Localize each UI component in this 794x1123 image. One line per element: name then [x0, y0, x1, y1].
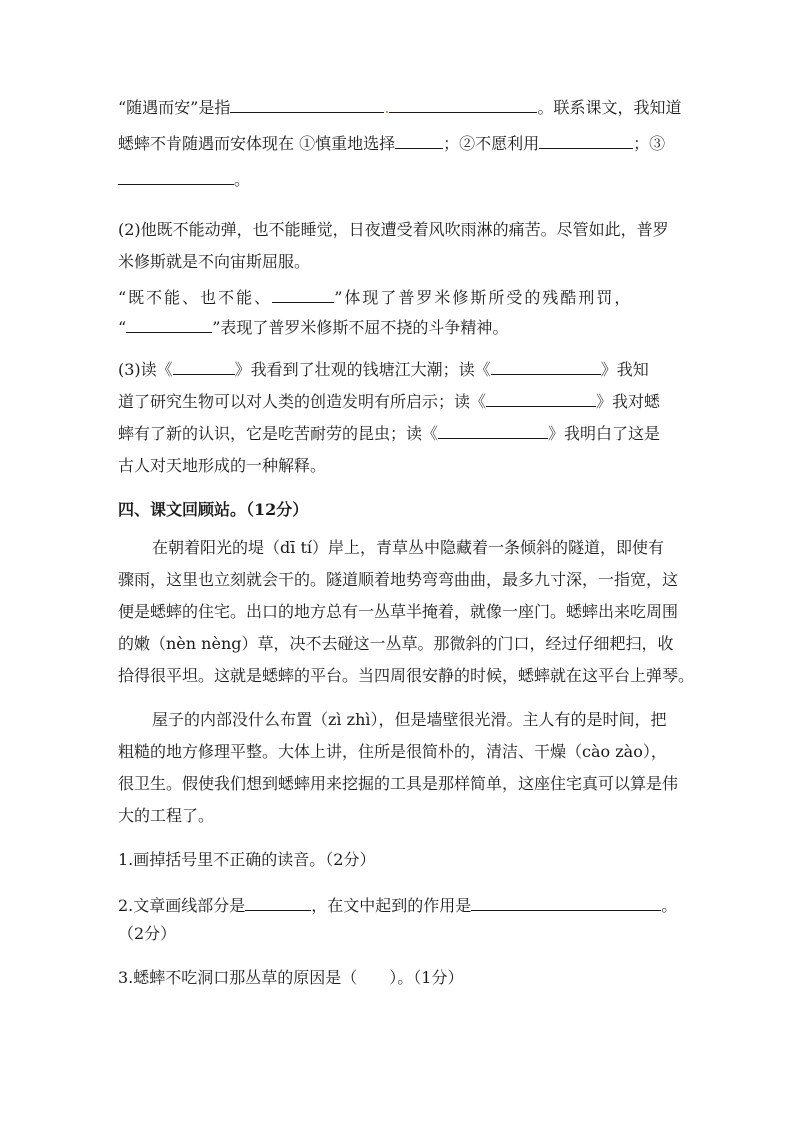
answer-blank[interactable] — [438, 422, 548, 439]
text-segment: 》我知 — [600, 360, 649, 379]
text-segment: 古人对天地形成的一种解释。 — [118, 456, 327, 475]
decorative-dot: . — [384, 98, 390, 117]
passage-line: 便是蟋蟀的住宅。出口的地方总有一丛草半掩着，就像一座门。蟋蟀出来吃周围 — [118, 602, 679, 621]
q3-line — [118, 390, 660, 414]
answer-blank[interactable] — [471, 894, 661, 911]
text-segment: 蟀有了新的认识，它是吃苦耐劳的昆虫；读《 — [118, 424, 439, 443]
answer-blank[interactable] — [126, 316, 212, 333]
text-segment: ”表现了普罗米修斯不屈不挠的斗争精神。 — [212, 318, 509, 337]
text-segment: 。 — [234, 170, 251, 189]
question-1: 1.画掉括号里不正确的读音。（2分） — [118, 850, 376, 869]
section-heading: 四、课文回顾站。（12分） — [118, 500, 309, 519]
text-segment: 。联系课文，我知道 — [537, 98, 682, 117]
q2-passage-line — [118, 218, 669, 242]
passage-line: 拾得很平坦。这就是蟋蟀的平台。当四周很安静的时候，蟋蟀就在这平台上弹琴。 — [118, 666, 695, 685]
answer-blank[interactable] — [389, 96, 537, 113]
text-segment: ”体现了普罗米修斯所受的残酷刑罚， — [334, 288, 633, 307]
q2-passage-line — [118, 250, 310, 274]
passage-line: 屋子的内部没什么布置（zì zhì），但是墙壁很光滑。主人有的是时间，把 — [152, 710, 667, 729]
line-suiyu-reasons — [118, 132, 665, 156]
passage-line: 的嫩（nèn nèng）草，决不去碰这一丛草。那微斜的门口，经过仔细耙扫，收 — [118, 634, 674, 653]
answer-blank[interactable] — [245, 894, 311, 911]
answer-blank[interactable] — [118, 168, 234, 185]
question-3: 3.蟋蟀不吃洞口那丛草的原因是（ ）。（1分） — [118, 968, 464, 987]
answer-blank[interactable] — [272, 286, 334, 303]
answer-blank[interactable] — [486, 390, 596, 407]
text-segment: 米修斯就是不向宙斯屈服。 — [118, 252, 311, 271]
passage-line: 很卫生。假使我们想到蟋蟀用来挖掘的工具是那样简单，这座住宅真可以算是伟 — [118, 774, 679, 793]
text-segment: “既不能、也不能、 — [118, 288, 273, 307]
answer-blank[interactable] — [173, 358, 235, 375]
q3-line — [118, 422, 660, 446]
q3-line — [118, 454, 326, 478]
question-2-score: （2分） — [118, 924, 177, 943]
text-segment: 。 — [661, 896, 678, 915]
passage-line: 大的工程了。 — [118, 806, 215, 825]
line-suiyu-third — [118, 168, 250, 192]
text-segment: (2)他既不能动弹，也不能睡觉，日夜遭受着风吹雨淋的痛苦。尽管如此，普罗 — [118, 220, 669, 239]
text-segment: “ — [118, 318, 127, 337]
text-segment: 》我对蟋 — [596, 392, 661, 411]
passage-line: 骤雨，这里也立刻就会干的。隧道顺着地势弯弯曲曲，最多九寸深，一指宽，这 — [118, 570, 679, 589]
passage-line: 粗糙的地方修理平整。大体上讲，住所是很简朴的，清洁、干燥（cào zào）， — [118, 742, 667, 761]
text-segment: “随遇而安”是指 — [118, 98, 231, 117]
text-segment: 》我明白了这是 — [548, 424, 661, 443]
text-segment: (3)读《 — [118, 360, 173, 379]
passage-line: 在朝着阳光的堤（dī tí）岸上，青草丛中隐藏着一条倾斜的隧道，即使有 — [152, 538, 664, 557]
text-segment: ；③ — [633, 134, 666, 153]
line-suiyu-definition — [118, 96, 681, 120]
q3-line — [118, 358, 649, 382]
q2-fill-line — [118, 286, 632, 310]
text-segment: 》我看到了壮观的钱塘江大潮；读《 — [234, 360, 491, 379]
question-2 — [118, 894, 677, 918]
text-segment: ，在文中起到的作用是 — [311, 896, 472, 915]
text-segment: 蟋蟀不肯随遇而安体现在 ①慎重地选择 — [118, 134, 396, 153]
answer-blank[interactable] — [230, 96, 384, 113]
text-segment: 2.文章画线部分是 — [118, 896, 246, 915]
text-segment: 道了研究生物可以对人类的创造发明有所启示；读《 — [118, 392, 487, 411]
answer-blank[interactable] — [395, 132, 443, 149]
answer-blank[interactable] — [491, 358, 601, 375]
answer-blank[interactable] — [539, 132, 633, 149]
text-segment: ；②不愿利用 — [443, 134, 540, 153]
q2-fill-line — [118, 316, 508, 340]
